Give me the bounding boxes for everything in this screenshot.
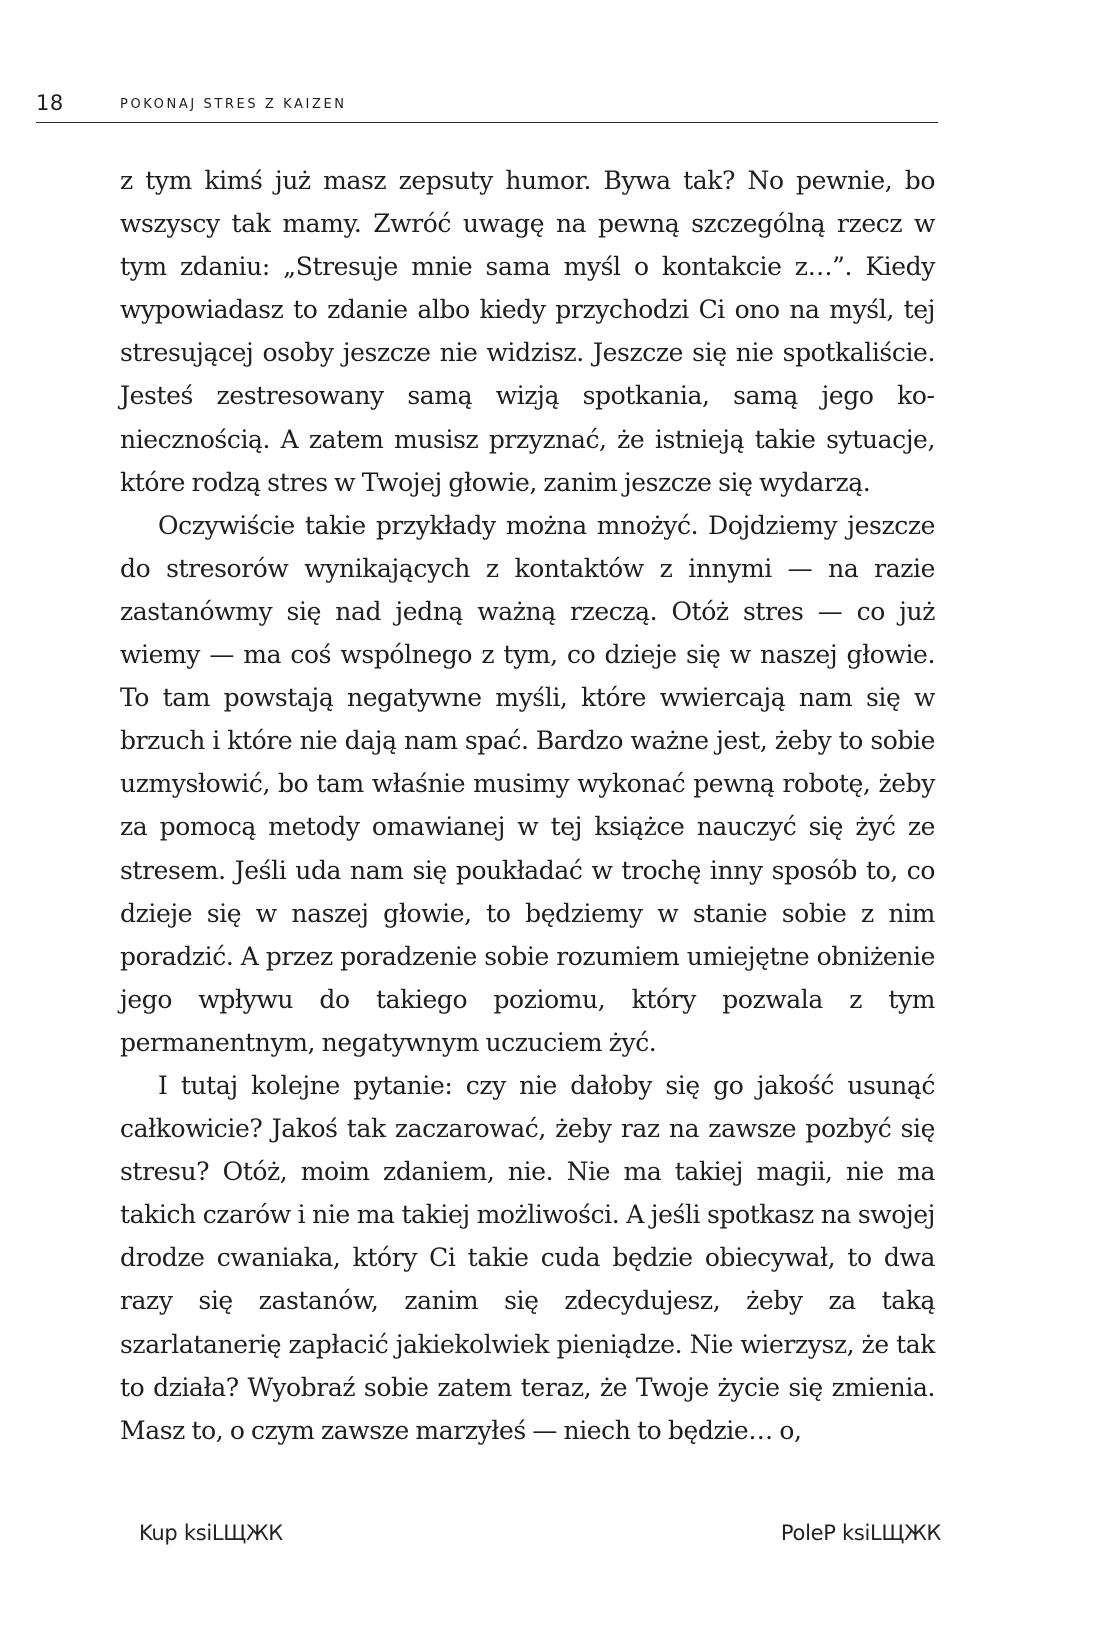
running-header [36,90,938,123]
buy-book-link[interactable]: Kup ksiLЩЖК [139,1521,283,1545]
running-title: POKONAJ STRES Z KAIZEN [120,97,347,112]
paragraph: Oczywiście takie przykłady można mnożyć. Dojdziemy jeszcze do stresorów wynikających z kontaktów z innymi — na razie zastanówmy się nad jedną ważną rzeczą. Otóż stres — co już wiemy — ma coś wspólnego z tym, co dzieje się w naszej głowie. To tam powstają negatywne myśli, które wwiercają nam się w brzuch i które nie dają nam spać. Bardzo ważne jest, żeby to sobie uzmysłowić, bo tam właśnie musimy wykonać pewną robotę, żeby za pomocą metody omawianej w tej książce nauczyć się żyć ze stresem. Jeśli uda nam się poukładać w trochę inny sposób to, co dzieje się w naszej głowie, to będziemy w stanie sobie z nim poradzić. A przez poradzenie sobie rozumiem umiejętne obniżenie jego wpływu do takiego poziomu, który pozwala z tym permanentnym, negatywnym uczuciem żyć. [120,510,935,1057]
paragraph: I tutaj kolejne pytanie: czy nie dałoby się go jakość usunąć całkowicie? Jakoś tak zaczarować, żeby raz na zawsze pozbyć się stresu? Otóż, moim zdaniem, nie. Nie ma takiej magii, nie ma takich czarów i nie ma takiej możliwości. A jeśli spotkasz na swojej drodze cwaniaka, który Ci takie cuda będzie obiecywał, to dwa razy się zastanów, zanim się zdecydujesz, żeby za taką szarlatanerię zapłacić jakiekolwiek pieniądze. Nie wierzysz, że tak to działa? Wyobraź sobie zatem teraz, że Twoje życie się zmienia. Masz to, o czym zawsze marzyłeś — niech to będzie… o, [120,1070,935,1445]
body-text [120,159,935,1452]
page-number: 18 [36,91,64,115]
paragraph: z tym kimś już masz zepsuty humor. Bywa tak? No pewnie, bo wszyscy tak mamy. Zwróć uwagę na pewną szczególną rzecz w tym zdaniu: „Stresuje mnie sama myśl o kontakcie z…”. Kiedy wypowiadasz to zdanie albo kiedy przychodzi Ci ono na myśl, tej stresującej osoby jeszcze nie widzisz. Jeszcze się nie spotkaliście. Jesteś zestresowany samą wizją spotkania, samą jego koniecznością. A zatem musisz przyznać, że istnieją takie sytuacje, które rodzą stres w Twojej głowie, zanim jeszcze się wydarzą. [120,166,935,497]
recommend-book-link[interactable]: PoleP ksiLЩЖК [780,1521,941,1545]
